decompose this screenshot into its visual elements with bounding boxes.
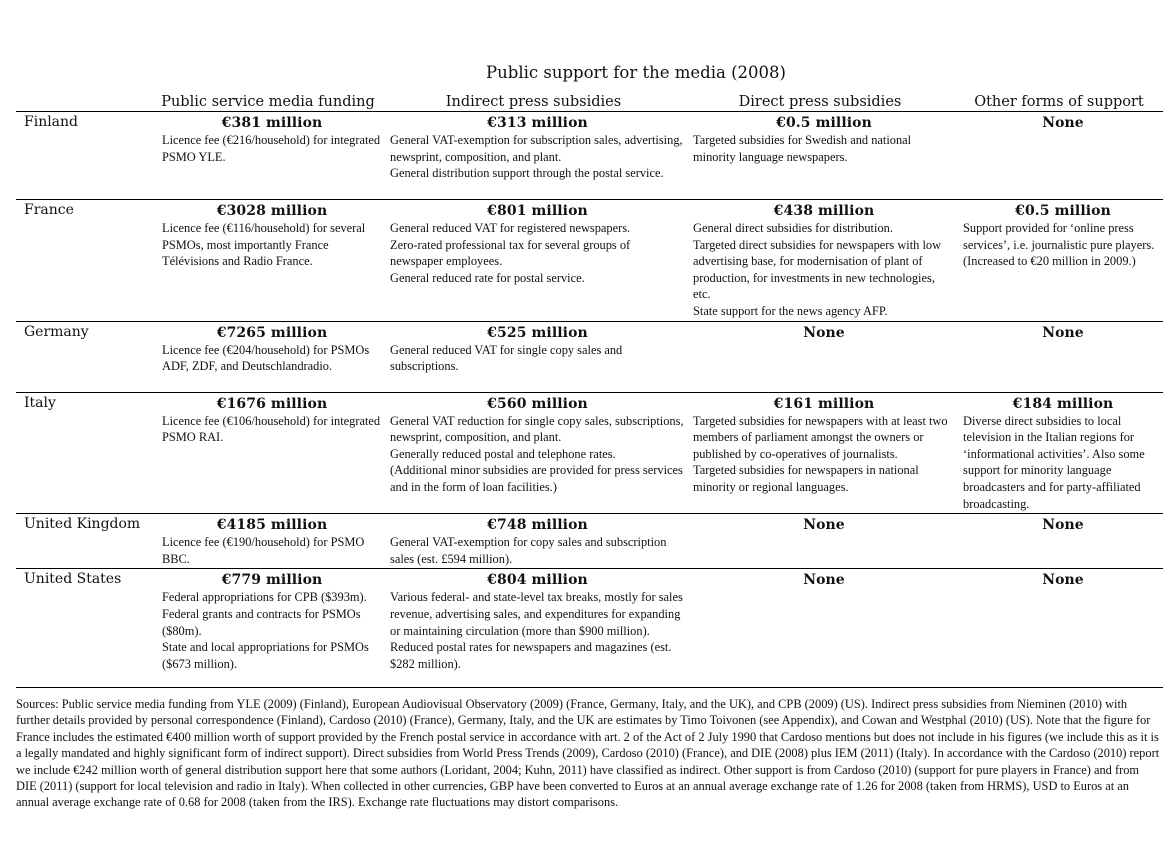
table-row xyxy=(16,200,1163,322)
header-direct-subsidies: Direct press subsidies xyxy=(685,93,955,112)
detail: Targeted subsidies for Swedish and national minority language newspapers. xyxy=(693,133,912,164)
amount: €804 million xyxy=(487,572,588,589)
detail: State and local appropriations for PSMOs ($673 million). xyxy=(162,640,369,671)
psm-funding-cell xyxy=(154,200,382,322)
amount: €801 million xyxy=(487,203,588,219)
other-support-cell xyxy=(955,514,1163,569)
indirect-subsidies-cell xyxy=(382,112,685,200)
country-name: France xyxy=(16,200,154,322)
detail: Targeted subsidies for newspapers in national minority or regional languages. xyxy=(693,463,919,494)
detail: Various federal- and state-level tax breaks, mostly for sales revenue, advertising sales, and expenditures for expanding or maintaining circulation (more than $900 million). xyxy=(390,590,683,638)
amount: None xyxy=(803,572,845,589)
header-psm-funding: Public service media funding xyxy=(154,93,382,112)
detail: Federal appropriations for CPB ($393m). xyxy=(162,590,367,605)
detail: Licence fee (€116/household) for several PSMOs, most importantly France Télévisions and Radio France. xyxy=(162,221,366,269)
header-row xyxy=(16,93,1163,112)
table-title: Public support for the media (2008) xyxy=(486,63,786,82)
country-name: Finland xyxy=(16,112,154,200)
media-support-table xyxy=(16,93,1163,688)
indirect-subsidies-cell xyxy=(382,200,685,322)
amount: None xyxy=(1042,115,1084,131)
detail: General reduced VAT for registered newspapers. xyxy=(390,221,631,235)
psm-funding-cell xyxy=(154,321,382,392)
amount: €525 million xyxy=(487,324,588,341)
table-row xyxy=(16,569,1163,688)
header-country xyxy=(16,93,154,112)
amount: €779 million xyxy=(221,572,323,589)
detail: Diverse direct subsidies to local television in the Italian regions for ‘informational activities’. Also some support for minority language broadcasters and for party-affiliated broadcasting. xyxy=(963,413,1145,511)
amount: None xyxy=(803,324,845,341)
amount: €438 million xyxy=(773,203,875,219)
detail: General reduced VAT for single copy sales and subscriptions. xyxy=(390,342,623,374)
table-row xyxy=(16,514,1163,569)
amount: None xyxy=(1042,324,1084,341)
amount: €560 million xyxy=(487,395,588,412)
detail: Licence fee (€216/household) for integrated PSMO YLE. xyxy=(162,133,381,164)
country-name: United Kingdom xyxy=(16,514,154,569)
indirect-subsidies-cell xyxy=(382,392,685,514)
other-support-cell xyxy=(955,200,1163,322)
amount: €313 million xyxy=(487,115,588,131)
other-support-cell xyxy=(955,569,1163,688)
direct-subsidies-cell xyxy=(685,321,955,392)
direct-subsidies-cell xyxy=(685,112,955,200)
country-name: Italy xyxy=(16,392,154,514)
table-row xyxy=(16,112,1163,200)
detail: General VAT-exemption for copy sales and subscription sales (est. £594 million). xyxy=(390,535,667,566)
header-other-support: Other forms of support xyxy=(955,93,1163,112)
other-support-cell xyxy=(955,112,1163,200)
detail: Generally reduced postal and telephone rates. xyxy=(390,446,616,461)
table-row xyxy=(16,321,1163,392)
direct-subsidies-cell xyxy=(685,514,955,569)
psm-funding-cell xyxy=(154,514,382,569)
amount: €3028 million xyxy=(216,203,328,219)
amount: €0.5 million xyxy=(1015,203,1111,219)
direct-subsidies-cell xyxy=(685,392,955,514)
detail: Licence fee (€106/household) for integrated PSMO RAI. xyxy=(162,413,381,445)
detail: General reduced rate for postal service. xyxy=(390,270,585,285)
psm-funding-cell xyxy=(154,392,382,514)
header-indirect-subsidies: Indirect press subsidies xyxy=(382,93,685,112)
detail: Support provided for ‘online press services’, i.e. journalistic pure players. (Increased to €20 million in 2009.) xyxy=(963,221,1155,269)
amount: €161 million xyxy=(773,395,875,412)
psm-funding-cell xyxy=(154,112,382,200)
indirect-subsidies-cell xyxy=(382,569,685,688)
detail: Targeted direct subsidies for newspapers with low advertising base, for modernisation of plant of production, for investments in new technologies, etc. xyxy=(693,237,942,302)
other-support-cell xyxy=(955,321,1163,392)
detail: Licence fee (€190/household) for PSMO BBC. xyxy=(162,535,365,566)
direct-subsidies-cell xyxy=(685,569,955,688)
amount: None xyxy=(1042,572,1084,589)
detail: General direct subsidies for distribution. xyxy=(693,221,893,235)
amount: €184 million xyxy=(1012,395,1114,412)
detail: General VAT reduction for single copy sales, subscriptions, newsprint, composition, and plant. xyxy=(390,413,684,445)
other-support-cell xyxy=(955,392,1163,514)
detail: General VAT-exemption for subscription sales, advertising, newsprint, composition, and plant. xyxy=(390,133,683,164)
sources-note: Sources: Public service media funding from YLE (2009) (Finland), European Audiovisual Observatory (2009) (France, Germany, Italy, and the UK), and CPB (2009) (US). Indirect press subsidies from Nieminen (2010) with further details provided by personal correspondence (Finland), Cardoso (2010) (France), Germany, Italy, and the UK are estimates by Timo Toivonen (see Appendix), and Cowan and Westphal (2010) (US). Note that the figure for France includes the estimated €400 million worth of support provided by the French postal service in accordance with art. 2 of the Act of 2 July 1990 that Cardoso mentions but does not include in his figures (we include this as it is a legally mandated and highly significant form of indirect support). Direct subsidies from World Press Trends (2009), Cardoso (2010) (France), and DIE (2008) plus IEM (2011) (Italy). In accordance with the Cardoso (2010) report we include €242 million worth of general distribution support here that some authors (Loridant, 2004; Kuhn, 2011) have classified as indirect. Other support is from Cardoso (2010) (support for pure players in France) and from DIE (2011) (support for local television and radio in Italy). When collected in other currencies, GBP have been converted to Euros at an annual average exchange rate of 1.26 for 2008 (taken from HRMS), USD to Euros at an annual average exchange rate of 0.68 for 2008 (taken from the IRS). Exchange rate fluctuations may distort comparisons. xyxy=(16,697,1160,810)
detail: State support for the news agency AFP. xyxy=(693,303,888,318)
direct-subsidies-cell xyxy=(685,200,955,322)
amount: None xyxy=(1042,517,1084,534)
country-name: United States xyxy=(16,569,154,688)
detail: General distribution support through the postal service. xyxy=(390,166,664,181)
amount: €381 million xyxy=(221,115,323,131)
amount: €1676 million xyxy=(216,395,328,412)
psm-funding-cell xyxy=(154,569,382,688)
amount: None xyxy=(803,517,845,534)
country-name: Germany xyxy=(16,321,154,392)
indirect-subsidies-cell xyxy=(382,321,685,392)
amount: €7265 million xyxy=(216,324,328,341)
detail: Targeted subsidies for newspapers with at least two members of parliament amongst the owners or published by co-operatives of journalists. xyxy=(693,413,948,461)
detail: Federal grants and contracts for PSMOs ($80m). xyxy=(162,606,361,638)
amount: €748 million xyxy=(487,517,588,534)
amount: €4185 million xyxy=(216,517,328,534)
detail: (Additional minor subsidies are provided for press services and in the form of loan facilities.) xyxy=(390,463,683,494)
detail: Reduced postal rates for newspapers and magazines (est. $282 million). xyxy=(390,640,672,671)
amount: €0.5 million xyxy=(776,115,872,131)
detail: Licence fee (€204/household) for PSMOs ADF, ZDF, and Deutschlandradio. xyxy=(162,342,370,374)
table-row xyxy=(16,392,1163,514)
indirect-subsidies-cell xyxy=(382,514,685,569)
detail: Zero-rated professional tax for several groups of newspaper employees. xyxy=(390,237,631,269)
